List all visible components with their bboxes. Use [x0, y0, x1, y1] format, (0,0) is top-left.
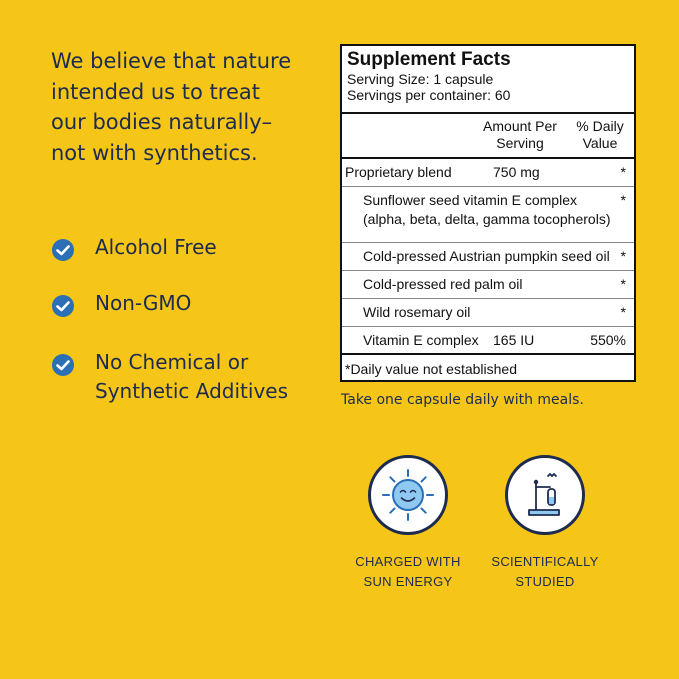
benefit-label-line: Non-GMO [95, 291, 192, 315]
badge-scientifically-studied [491, 455, 599, 592]
benefit-label [95, 289, 191, 318]
intro-line: intended us to treat [51, 79, 260, 104]
facts-row [342, 299, 634, 327]
ingredient-daily-value: * [620, 164, 626, 180]
intro-line: our bodies naturally– [51, 110, 273, 134]
intro-line: We believe that nature [51, 49, 292, 73]
ingredient-name-line: (alpha, beta, delta, gamma tocopherols) [363, 211, 611, 227]
lab-apparatus-icon [508, 458, 582, 532]
facts-title: Supplement Facts [347, 49, 511, 70]
badge-circle [505, 455, 585, 535]
daily-value-column-heading [570, 118, 630, 152]
benefit-label-line: Synthetic Additives [95, 379, 289, 403]
heading-line: % Daily [576, 118, 624, 134]
facts-row [342, 327, 634, 355]
sun-face-icon [371, 458, 445, 532]
ingredient-daily-value: * [620, 192, 626, 208]
intro-statement [51, 46, 321, 168]
ingredient-daily-value: * [620, 248, 626, 264]
facts-footnote: *Daily value not established [345, 361, 517, 377]
badge-sun-energy [355, 455, 461, 592]
heading-line: Amount Per [483, 118, 557, 134]
ingredient-name: Cold-pressed red palm oil [363, 276, 523, 292]
dosage-note: Take one capsule daily with meals. [341, 392, 584, 408]
badge-caption-line: CHARGED WITH [355, 554, 461, 569]
check-icon [51, 238, 75, 262]
facts-header [342, 46, 634, 114]
facts-row [342, 159, 634, 187]
servings-per-container: Servings per container: 60 [347, 87, 511, 103]
badge-circle [368, 455, 448, 535]
facts-row [342, 243, 634, 271]
benefit-no-chemical [51, 348, 321, 406]
facts-row [342, 187, 634, 243]
ingredient-name: Cold-pressed Austrian pumpkin seed oil [363, 248, 610, 264]
amount-column-heading [481, 118, 559, 152]
benefit-label-line: Alcohol Free [95, 235, 217, 259]
supplement-facts-panel [340, 44, 636, 382]
check-icon [51, 294, 75, 318]
heading-line: Value [582, 135, 618, 151]
badge-caption-line: SCIENTIFICALLY [491, 554, 599, 569]
ingredient-name: Wild rosemary oil [363, 304, 471, 320]
facts-row [342, 271, 634, 299]
ingredient-daily-value: * [620, 304, 626, 320]
ingredient-name [363, 192, 610, 228]
ingredient-amount: 750 mg [493, 164, 540, 180]
check-icon [51, 353, 75, 377]
ingredient-daily-value: * [620, 276, 626, 292]
badge-caption-line: STUDIED [515, 574, 575, 589]
ingredient-name-line: Sunflower seed vitamin E complex [363, 192, 577, 208]
heading-line: Serving [496, 135, 544, 151]
badge-caption [480, 552, 610, 592]
ingredient-daily-value: 550% [590, 332, 626, 348]
benefit-label-line: No Chemical or [95, 350, 249, 374]
benefit-non-gmo [51, 289, 321, 318]
ingredient-name: Vitamin E complex [363, 332, 479, 348]
intro-line: not with synthetics. [51, 140, 258, 165]
badge-caption [343, 552, 473, 592]
benefit-label [95, 233, 217, 262]
benefit-alcohol-free [51, 233, 321, 262]
serving-size: Serving Size: 1 capsule [347, 71, 494, 87]
benefit-label [95, 348, 288, 406]
facts-column-header [342, 114, 634, 159]
ingredient-amount: 165 IU [493, 332, 535, 348]
badge-caption-line: SUN ENERGY [363, 574, 453, 589]
ingredient-name: Proprietary blend [345, 164, 452, 180]
